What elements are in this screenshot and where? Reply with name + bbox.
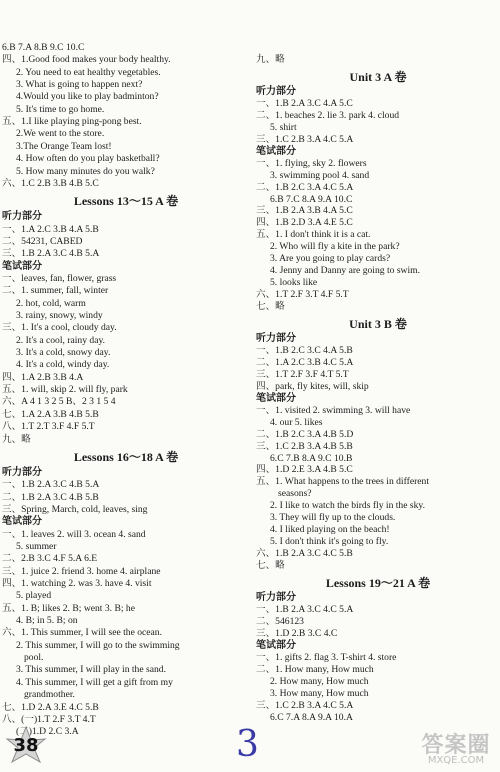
answer-line: 二、2.B 3.C 4.F 5.A 6.E [2, 553, 98, 565]
answer-line: 二、546123 [256, 615, 304, 627]
answer-line: 2. You need to eat healthy vegetables. [16, 66, 161, 78]
answer-line: 九、略 [256, 54, 285, 65]
answer-line: 七、1.D 2.A 3.E 4.C 5.B [2, 701, 99, 713]
part-label: 听力部分 [2, 466, 42, 478]
watermark [413, 728, 499, 770]
answer-line: 六、1. This summer, I will see the ocean. [2, 627, 163, 639]
answer-line: 四、1.B 2.D 3.A 4.E 5.C [256, 217, 353, 229]
section-heading [256, 68, 500, 85]
answer-line: 4. B; in 5. B; on [16, 615, 78, 627]
answer-line: 二、1.B 2.A 3.C 4.B 5.B [2, 491, 99, 503]
answer-line: 五、1.I like playing ping-pong best. [2, 116, 142, 128]
handwritten-mark: 3 [236, 724, 259, 765]
part-label: 听力部分 [256, 592, 296, 603]
answer-line: 二、1. summer, fall, winter [2, 285, 109, 297]
answer-line: 一、1.B 2.A 3.C 4.B 5.A [2, 479, 100, 491]
section-heading [256, 315, 500, 332]
answer-line: 五、1. B; likes 2. B; went 3. B; he [2, 602, 135, 614]
part-label: 听力部分 [2, 211, 42, 223]
answer-line: 三、1.D 2.B 3.C 4.C [256, 627, 338, 639]
part-label: 笔试部分 [2, 260, 42, 272]
answer-line: 八、1.T 2.T 3.F 4.F 5.T [2, 421, 95, 433]
answer-line: 5. looks like [270, 277, 318, 289]
answer-line: 5. summer [16, 540, 57, 552]
answer-line: 一、1.B 2.C 3.C 4.A 5.B [256, 344, 353, 356]
answer-line: 3. Are you going to play cards? [270, 253, 391, 265]
answer-line: 2. It's a cool, rainy day. [16, 334, 106, 346]
answer-line: 三、Spring, March, cold, leaves, sing [2, 503, 148, 515]
answer-line: 五、1. I don't think it is a cat. [256, 229, 371, 241]
section-heading-text: Unit 3 B 卷 [349, 317, 407, 331]
answer-line: 二、1. How many, How much [256, 663, 374, 675]
answer-line: 4. our 5. likes [270, 416, 323, 428]
page-number-badge [4, 726, 48, 770]
answer-line: 6.B 7.A 8.B 9.C 10.C [2, 42, 85, 53]
answer-line: 6.C 7.A 8.A 9.A 10.A [270, 711, 353, 723]
answer-line: 三、1.C 2.B 3.A 4.C 5.A [256, 699, 354, 711]
answer-line: 一、1. flying, sky 2. flowers [256, 157, 367, 169]
watermark-logo-text: 答案圈 [421, 733, 491, 758]
answer-line: 六、1.C 2.B 3.B 4.B 5.C [2, 177, 99, 189]
answer-line: 三、1.C 2.B 3.A 4.C 5.A [256, 133, 354, 145]
answer-line: 6.C 7.B 8.A 9.C 10.B [270, 452, 353, 464]
part-label: 听力部分 [256, 85, 296, 97]
answer-line: 三、1.T 2.F 3.F 4.T 5.T [256, 368, 349, 380]
answer-line: 四、park, fly kites, will, skip [256, 380, 369, 392]
answer-line: 5. How many minutes do you walk? [16, 165, 155, 177]
answer-line: 二、1.B 2.C 3.A 4.B 5.D [256, 428, 354, 440]
part-label: 笔试部分 [256, 145, 296, 157]
answer-line: 2. I like to watch the birds fly in the sky. [270, 500, 425, 512]
answer-line: 5. shirt [270, 121, 297, 133]
answer-line: 6.B 7.C 8.A 9.A 10.C [270, 193, 353, 205]
answer-line: 一、1. visited 2. swimming 3. will have [256, 404, 411, 416]
answer-line: 2. This summer, I will go to the swimming [16, 639, 180, 651]
answer-line: 二、1.A 2.C 3.B 4.C 5.A [256, 356, 354, 368]
answer-line: 三、1.B 2.A 3.C 4.B 5.A [2, 248, 100, 260]
answer-line: 六、1.T 2.F 3.T 4.F 5.T [256, 289, 349, 301]
answer-line: 四、1.A 2.B 3.B 4.A [2, 371, 84, 383]
answer-line: 二、1. beaches 2. lie 3. park 4. cloud [256, 109, 400, 121]
answer-line: 3. rainy, snowy, windy [16, 310, 103, 321]
answer-line: 4. This summer, I will get a gift from my [16, 676, 173, 688]
answer-line: 3. swimming pool 4. sand [270, 169, 370, 181]
section-heading [256, 574, 500, 591]
answer-line: 3.The Orange Team lost! [16, 140, 112, 152]
answer-line: 九、略 [2, 433, 31, 445]
answer-line: 七、略 [256, 560, 285, 572]
answer-line: 一、1. leaves 2. will 3. ocean 4. sand [2, 528, 146, 540]
answer-line: 五、1. will, skip 2. will fly, park [2, 384, 128, 396]
answer-line: 三、1.C 2.B 3.A 4.B 5.B [256, 440, 353, 452]
watermark-url: MXQE.COM [427, 755, 485, 766]
section-heading-text: Lessons 19～21 A 卷 [325, 576, 431, 590]
section-heading [2, 192, 250, 209]
answer-line: 2. Who will fly a kite in the park? [270, 241, 400, 253]
answer-line: 一、1.B 2.A 3.C 4.A 5.C [256, 97, 353, 109]
answer-line: 一、leaves, fan, flower, grass [2, 272, 117, 284]
answer-line: 三、1.B 2.A 3.B 4.A 5.C [256, 205, 353, 217]
answer-line: 3. They will fly up to the clouds. [270, 512, 396, 524]
answer-line: 一、1.B 2.A 3.C 4.C 5.A [256, 603, 354, 615]
answer-line: 5. played [16, 590, 52, 602]
answer-line: 2.We went to the store. [16, 128, 105, 140]
section-heading [2, 448, 250, 465]
answer-line: 5. I don't think it's going to fly. [270, 536, 389, 548]
answer-line: 四、1.D 2.E 3.A 4.B 5.C [256, 464, 353, 476]
answer-line: pool. [24, 652, 44, 664]
part-label: 笔试部分 [256, 639, 296, 651]
answer-line: 五、1. What happens to the trees in different [256, 476, 429, 488]
answer-line: 三、1. juice 2. friend 3. home 4. airplane [2, 565, 161, 577]
answer-line: 3. It's a cold, snowy day. [16, 347, 111, 359]
answer-line: 四、1.Good food makes your body healthy. [2, 54, 171, 66]
answer-line: 4. I liked playing on the beach! [270, 524, 390, 536]
page-number: 38 [13, 735, 39, 756]
answer-line: 2. How many, How much [270, 675, 369, 687]
answer-line: 3. This summer, I will play in the sand. [16, 664, 166, 676]
answer-line: 四、1. watching 2. was 3. have 4. visit [2, 578, 152, 589]
part-label: 听力部分 [256, 333, 296, 344]
answer-line: 二、1.B 2.C 3.A 4.C 5.A [256, 181, 354, 193]
answer-line: grandmother. [24, 689, 75, 701]
answer-line: 六、1.B 2.A 3.C 4.C 5.B [256, 548, 353, 560]
answer-line: 4. How often do you play basketball? [16, 153, 160, 165]
section-heading-text: Lessons 16～18 A 卷 [73, 449, 179, 464]
answer-line: 六、A 4 1 3 2 5 B、2 3 1 5 4 [2, 396, 116, 408]
answer-line: 3. How many, How much [270, 687, 369, 699]
answer-line: 七、略 [256, 301, 285, 313]
answer-line: 三、1. It's a cool, cloudy day. [2, 322, 117, 334]
answer-line: 5. It's time to go home. [16, 103, 105, 115]
answer-line: 七、1.A 2.A 3.B 4.B 5.B [2, 408, 99, 420]
section-heading-text: Unit 3 A 卷 [349, 69, 407, 84]
answer-line: 八、(一)1.T 2.F 3.T 4.T [2, 713, 96, 725]
part-label: 笔试部分 [2, 516, 42, 528]
answer-line: (二)1.D 2.C 3.A [16, 726, 79, 738]
answer-line: 2. hot, cold, warm [16, 297, 86, 309]
answer-line: 一、1. gifts 2. flag 3. T-shirt 4. store [256, 651, 397, 663]
answer-line: 3. What is going to happen next? [16, 79, 143, 91]
answer-line: 4. It's a cold, windy day. [16, 359, 110, 371]
answer-line: 一、1.A 2.C 3.B 4.A 5.B [2, 223, 99, 235]
answer-line: 4.Would you like to play badminton? [16, 91, 159, 103]
answer-line: 二、54231, CABED [2, 235, 83, 247]
part-label: 笔试部分 [256, 392, 296, 404]
section-heading-text: Lessons 13～15 A 卷 [73, 194, 179, 209]
answer-line: 4. Jenny and Danny are going to swim. [270, 265, 421, 277]
answer-line: seasons? [278, 488, 312, 500]
